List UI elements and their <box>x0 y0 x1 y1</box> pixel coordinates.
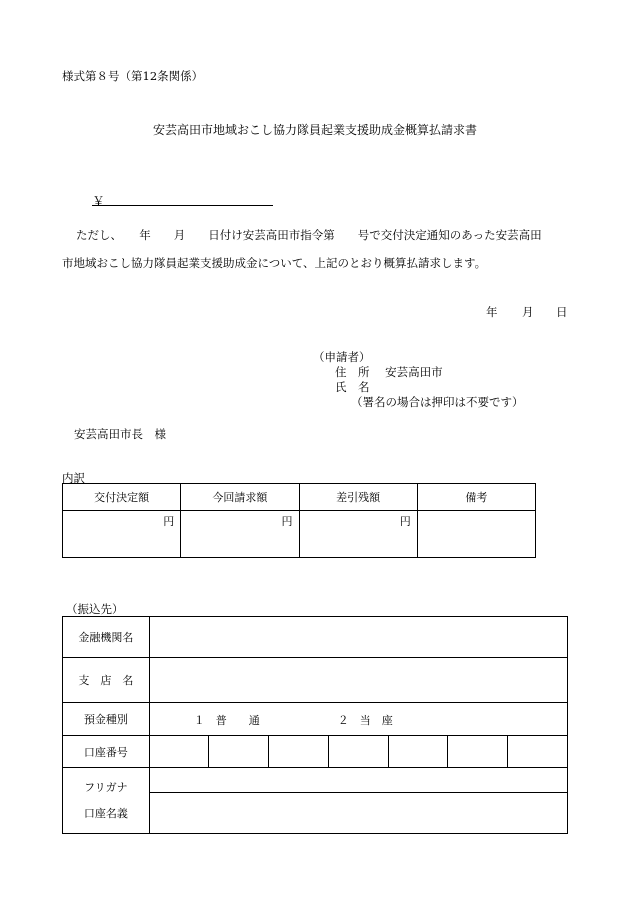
account-digit-4[interactable] <box>328 736 388 768</box>
transfer-table <box>62 616 568 834</box>
breakdown-remarks-cell[interactable] <box>417 511 535 558</box>
account-number-label: 口座番号 <box>63 736 150 768</box>
account-digit-1[interactable] <box>149 736 209 768</box>
account-type-row <box>63 703 568 736</box>
account-digit-6[interactable] <box>448 736 508 768</box>
breakdown-granted-cell[interactable]: 円 <box>63 511 181 558</box>
holder-label: 口座名義 <box>83 806 128 820</box>
applicant-label: （申請者） <box>313 350 371 364</box>
holder-name-field[interactable] <box>149 793 567 834</box>
address-value: 安芸高田市 <box>385 365 443 379</box>
bank-name-field[interactable] <box>149 617 567 658</box>
breakdown-header-remaining: 差引残額 <box>299 484 417 511</box>
branch-name-field[interactable] <box>149 658 567 703</box>
branch-row <box>63 658 568 703</box>
account-digit-7[interactable] <box>508 736 568 768</box>
breakdown-header-granted: 交付決定額 <box>63 484 181 511</box>
account-type-ordinary[interactable]: １ 普 通 <box>193 714 260 727</box>
address-label: 住 所 <box>335 365 370 379</box>
furigana-row <box>63 768 568 793</box>
breakdown-label: 内訳 <box>62 471 85 485</box>
account-type-label: 預金種別 <box>63 703 150 736</box>
date-month-label: 月 <box>522 305 534 319</box>
holder-label-cell <box>63 768 150 834</box>
breakdown-header-requested: 今回請求額 <box>181 484 299 511</box>
bank-row <box>63 617 568 658</box>
signature-note: （署名の場合は押印は不要です） <box>351 395 524 409</box>
breakdown-header-row <box>63 484 536 511</box>
branch-label: 支 店 名 <box>63 658 150 703</box>
date-day-label: 日 <box>556 305 568 319</box>
amount-underline[interactable] <box>92 205 273 206</box>
account-digit-3[interactable] <box>269 736 329 768</box>
body-text-line-1: ただし、 年 月 日付け安芸高田市指令第 号で交付決定通知のあった安芸高田 <box>76 228 542 242</box>
addressee: 安芸高田市長 様 <box>74 427 166 441</box>
breakdown-value-row <box>63 511 536 558</box>
applicant-address-row[interactable] <box>335 364 443 380</box>
form-number: 様式第８号（第12条関係） <box>62 69 204 83</box>
document-title: 安芸高田市地域おこし協力隊員起業支援助成金概算払請求書 <box>152 123 477 137</box>
breakdown-header-remarks: 備考 <box>417 484 535 511</box>
account-number-row <box>63 736 568 768</box>
body-text-line-2: 市地域おこし協力隊員起業支援助成金について、上記のとおり概算払請求します。 <box>62 256 487 270</box>
furigana-field[interactable] <box>149 768 567 793</box>
furigana-label: フリガナ <box>84 780 128 794</box>
applicant-name-label[interactable]: 氏 名 <box>335 380 370 394</box>
bank-label: 金融機関名 <box>63 617 150 658</box>
account-type-current[interactable]: ２ 当 座 <box>337 714 393 727</box>
amount-yen-symbol: ￥ <box>92 195 106 210</box>
account-type-options <box>149 703 567 736</box>
breakdown-remaining-cell[interactable]: 円 <box>299 511 417 558</box>
transfer-label: （振込先） <box>66 602 124 616</box>
account-digit-5[interactable] <box>388 736 448 768</box>
account-digit-2[interactable] <box>209 736 269 768</box>
breakdown-requested-cell[interactable]: 円 <box>181 511 299 558</box>
breakdown-table <box>62 483 536 558</box>
date-year-label: 年 <box>486 305 498 319</box>
